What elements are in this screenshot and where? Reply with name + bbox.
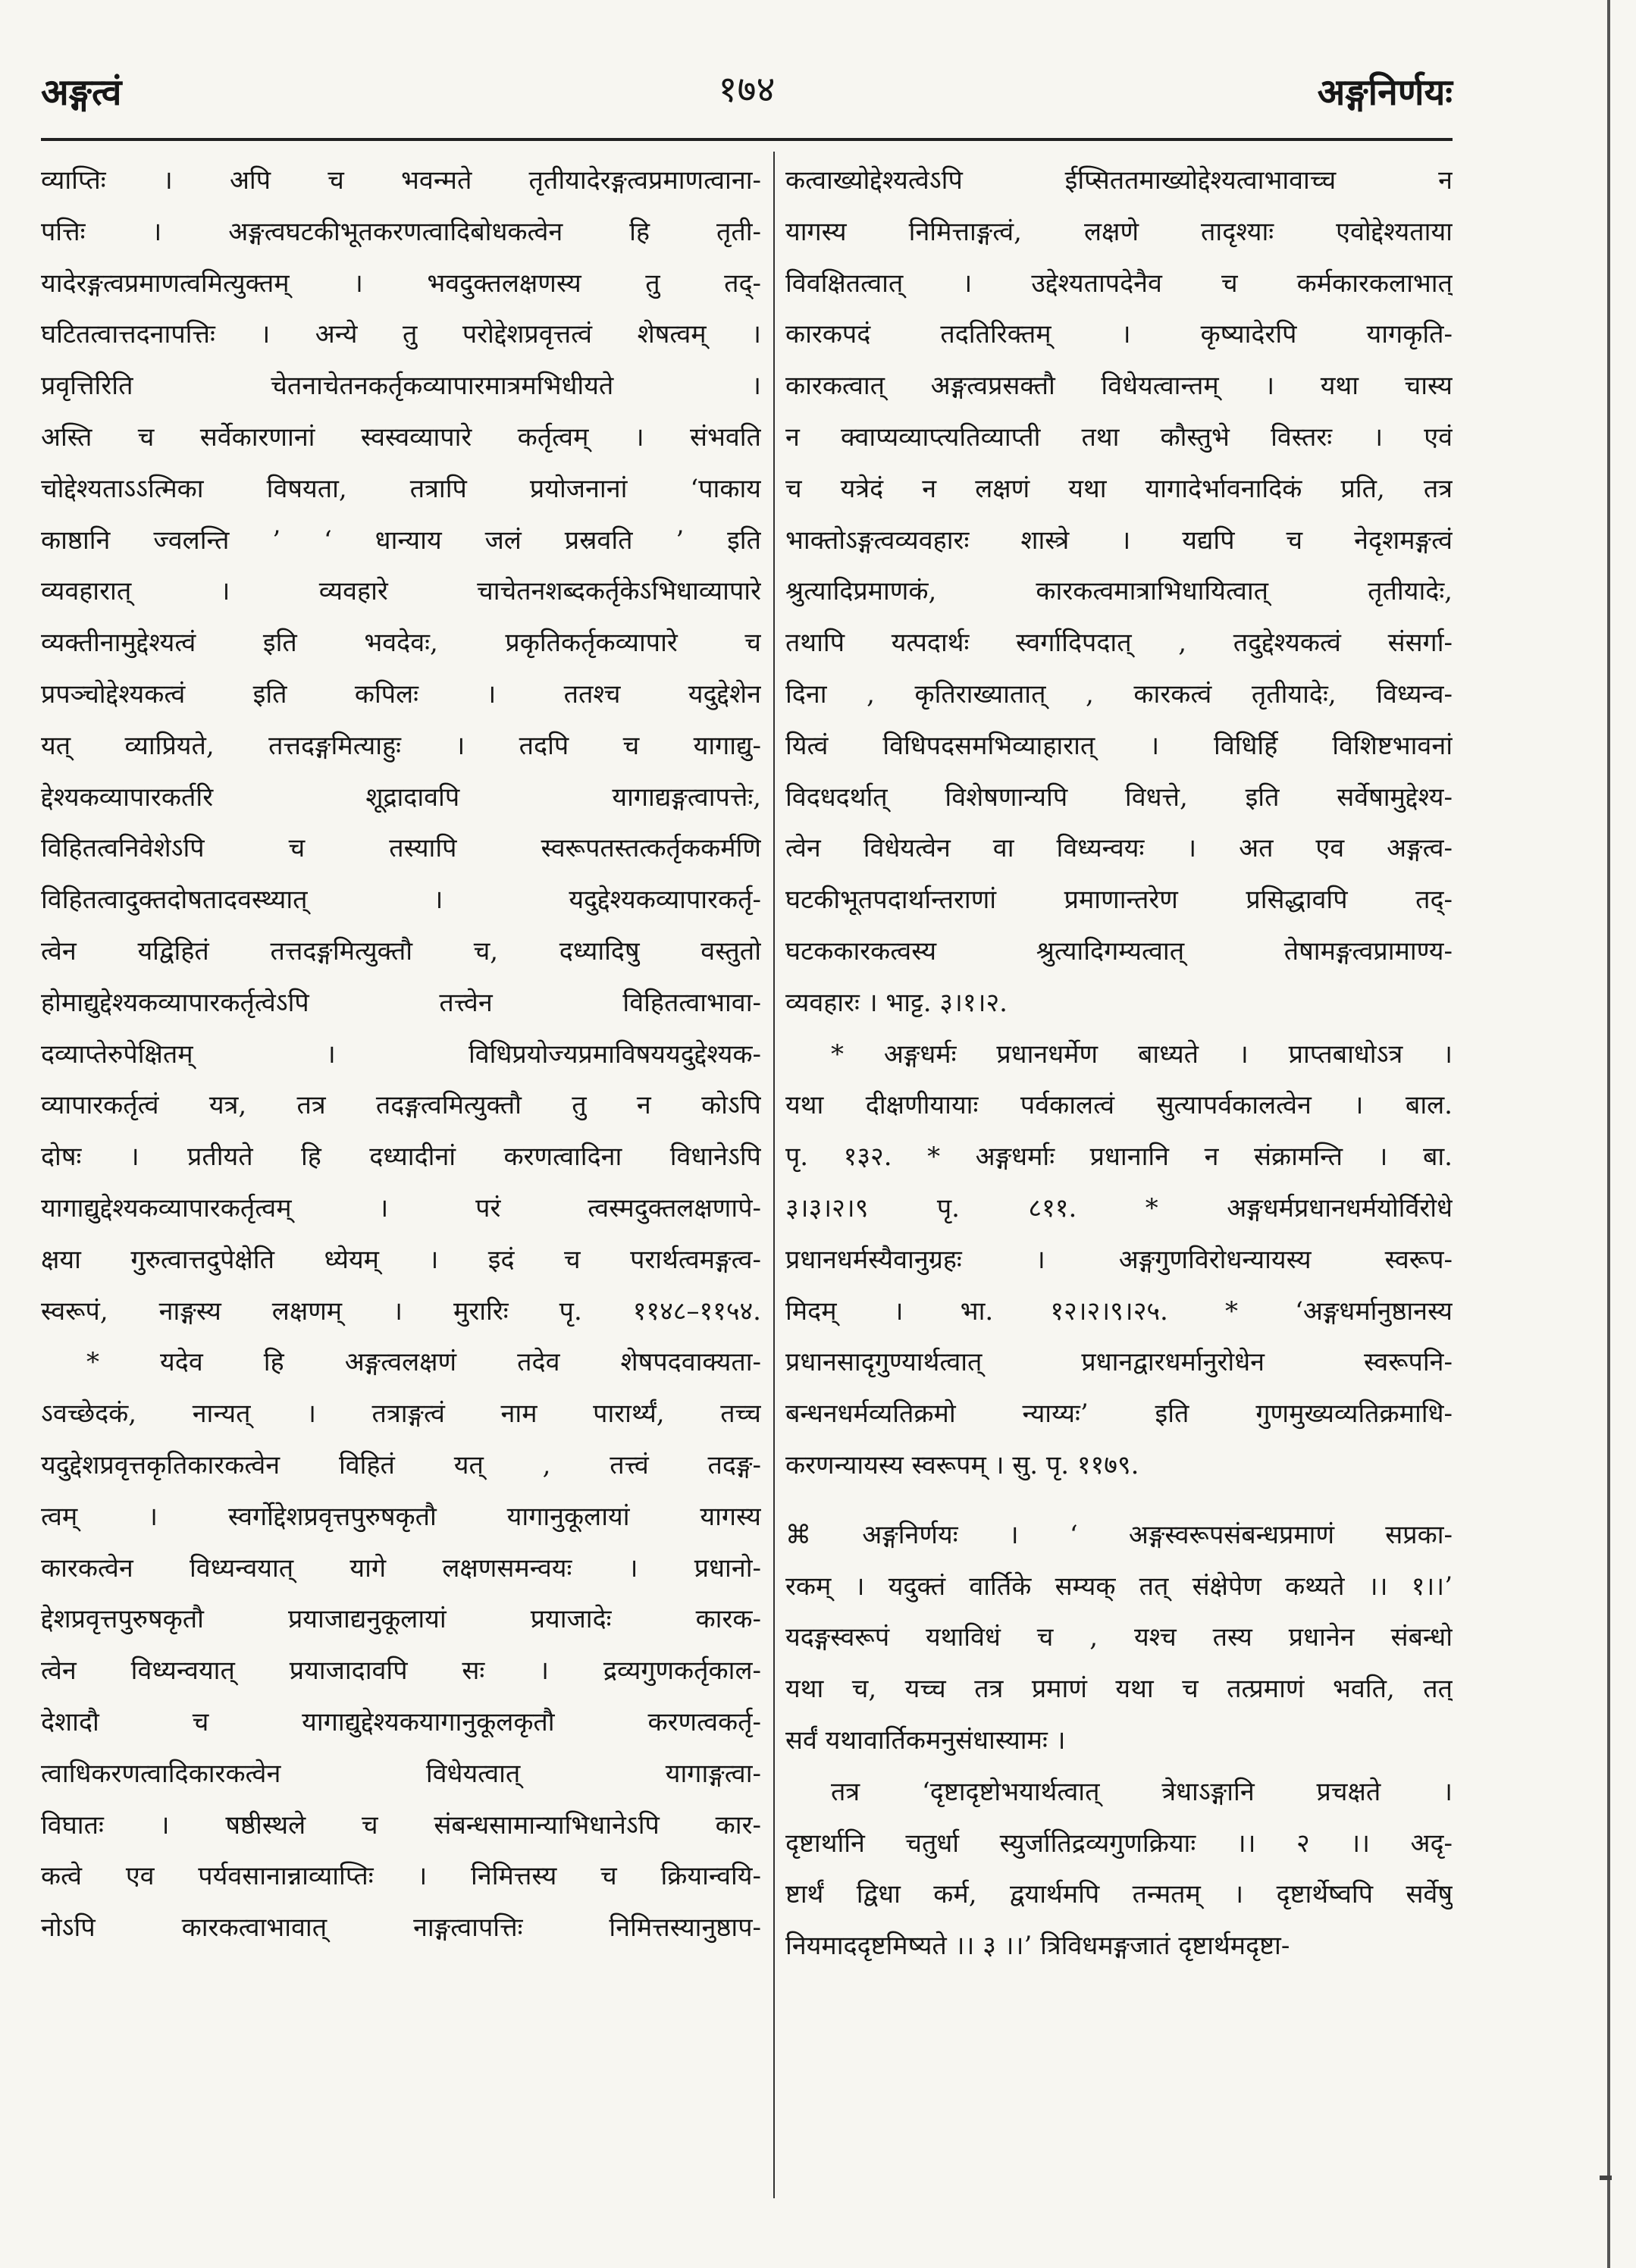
right-column [785,155,1453,1972]
text-line: यत् व्याप्रियते, तत्तदङ्गमित्याहुः । तदपि च यागाद्यु- [41,730,761,761]
section-gap [785,1492,1453,1510]
text-line: विहितत्वनिवेशेऽपि च तस्यापि स्वरूपतस्तत्कर्तृककर्मणि [41,833,761,864]
text-line: च यत्रेदं न लक्षणं यथा यागादेर्भावनादिकं प्रति, तत्र [785,473,1453,504]
text-line: तथापि यत्पदार्थः स्वर्गादिपदात् , तदुद्देश्यकत्वं संसर्गा- [785,628,1453,659]
right-column-section-a [785,155,1453,1492]
text-line: घटितत्वात्तदनापत्तिः । अन्ये तु परोद्देशप्रवृत्तत्वं शेषत्वम् । [41,319,761,350]
text-line: कारकपदं तदतिरिक्तम् । कृष्यादेरपि यागकृति- [785,319,1453,350]
text-line: पृ. १३२. * अङ्गधर्माः प्रधानानि न संक्रामन्ति । बा. [785,1142,1453,1173]
text-line: काष्ठानि ज्वलन्ति ’ ‘ धान्याय जलं प्रस्रवति ’ इति [41,525,761,556]
text-line: व्याप्तिः । अपि च भवन्मते तृतीयादेरङ्गत्वप्रमाणत्वाना- [41,165,761,196]
page-edge-line [1607,0,1610,2268]
text-line: द्देशप्रवृत्तपुरुषकृतौ प्रयाजाद्यनुकूलायां प्रयाजादेः कारक- [41,1604,761,1635]
text-line: यित्वं विधिपदसमभिव्याहारात् । विधिर्हि विशिष्टभावनां [785,730,1453,761]
text-line: * अङ्गधर्मः प्रधानधर्मेण बाध्यते । प्राप्तबाधोऽत्र । [831,1038,1453,1070]
text-line: त्वेन विध्यन्वयात् प्रयाजादावपि सः । द्रव्यगुणकर्तृकाल- [41,1656,761,1687]
text-line: ⌘ अङ्गनिर्णयः । ‘ अङ्गस्वरूपसंबन्धप्रमाणं सप्रका- [785,1519,1453,1550]
text-line: दोषः । प्रतीयते हि दध्यादीनां करणत्वादिना विधानेऽपि [41,1142,761,1173]
page-edge-mark [1600,2176,1612,2180]
text-line: यदुद्देशप्रवृत्तकृतिकारकत्वेन विहितं यत् , तत्त्वं तदङ्ग- [41,1449,761,1480]
text-line: दिना , कृतिराख्यातात् , कारकत्वं तृतीयादेः, विध्यन्व- [785,678,1453,710]
text-line: व्यक्तीनामुद्देश्यत्वं इति भवदेवः, प्रकृतिकर्तृकव्यापारे च [41,628,761,659]
text-line: त्वेन विधेयत्वेन वा विध्यन्वयः । अत एव अङ्गत्व- [785,833,1453,864]
text-line: मिदम् । भा. १२।२।९।२५. * ‘अङ्गधर्मानुष्ठानस्य [785,1295,1453,1327]
text-line: रकम् । यदुक्तं वार्तिके सम्यक् तत् संक्षेपेण कथ्यते ।। १।।’ [785,1571,1453,1602]
text-line: व्यवहारः । भाट्ट. ३।१।२. [785,987,1008,1018]
text-line: विवक्षितत्वात् । उद्देश्यतापदेनैव च कर्मकारकलाभात् [785,268,1453,299]
text-line: अस्ति च सर्वेकारणानां स्वस्वव्यापारे कर्तृत्वम् । संभवति [41,421,761,453]
text-line: कारकत्वेन विध्यन्वयात् यागे लक्षणसमन्वयः । प्रधानो- [41,1552,761,1584]
running-head-right: अङ्गनिर्णयः [1317,71,1453,114]
text-line: दृष्टार्थानि चतुर्धा स्युर्जातिद्रव्यगुणक्रियाः ।। २ ।। अदृ- [785,1828,1453,1859]
text-line: त्वेन यद्विहितं तत्तदङ्गमित्युक्तौ च, दध्यादिषु वस्तुतो [41,935,761,966]
text-line: करणन्यायस्य स्वरूपम् । सु. पृ. ११७९. [785,1449,1139,1480]
text-line: यागाद्युद्देश्यकव्यापारकर्तृत्वम् । परं त्वस्मदुक्तलक्षणापे- [41,1192,761,1223]
text-line: व्यापारकर्तृत्वं यत्र, तत्र तदङ्गत्वमित्युक्तौ तु न कोऽपि [41,1090,761,1121]
text-line: नोऽपि कारकत्वाभावात् नाङ्गत्वापत्तिः निमित्तस्यानुष्ठाप- [41,1912,761,1944]
text-line: दव्याप्तेरुपेक्षितम् । विधिप्रयोज्यप्रमाविषययदुद्देश्यक- [41,1038,761,1070]
text-line: विहितत्वादुक्तदोषतादवस्थ्यात् । यदुद्देश्यकव्यापारकर्तृ- [41,885,761,916]
text-line: नियमाददृष्टमिष्यते ।। ३ ।।’ त्रिविधमङ्गजातं दृष्टार्थमदृष्टा- [785,1931,1290,1962]
text-line: न क्वाप्यव्याप्त्यतिव्याप्ती तथा कौस्तुभे विस्तरः । एवं [785,421,1453,453]
text-line: कत्वाख्योद्देश्यत्वेऽपि ईप्सिततमाख्योद्देश्यत्वाभावाच्च न [785,165,1453,196]
text-line: द्देश्यकव्यापारकर्तरि शूद्रादावपि यागाद्यङ्गत्वापत्तेः, [41,782,761,813]
text-line: भाक्तोऽङ्गत्वव्यवहारः शास्त्रे । यद्यपि च नेदृशमङ्गत्वं [785,525,1453,556]
text-line: प्रपञ्चोद्देश्यकत्वं इति कपिलः । ततश्च यदुद्देशेन [41,678,761,710]
page-number: १७४ [718,68,776,111]
left-column [41,155,761,1954]
text-line: देशादौ च यागाद्युद्देश्यकयागानुकूलकृतौ करणत्वकर्तृ- [41,1706,761,1737]
text-line: प्रधानधर्मस्यैवानुग्रहः । अङ्गगुणविरोधन्यायस्य स्वरूप- [785,1244,1453,1275]
text-line: त्वाधिकरणत्वादिकारकत्वेन विधेयत्वात् यागाङ्गत्वा- [41,1758,761,1789]
text-line: यथा च, यच्च तत्र प्रमाणं यथा च तत्प्रमाणं भवति, तत् [785,1674,1453,1705]
text-line: ३।३।२।९ पृ. ८११. * अङ्गधर्मप्रधानधर्मयोर्विरोधे [785,1192,1453,1223]
text-line: प्रधानसादृगुण्यार्थत्वात् प्रधानद्वारधर्मानुरोधेन स्वरूपनि- [785,1347,1453,1378]
column-divider [773,152,775,2198]
text-line: यदङ्गस्वरूपं यथाविधं च , यश्च तस्य प्रधानेन संबन्धो [785,1622,1453,1653]
text-line: पत्तिः । अङ्गत्वघटकीभूतकरणत्वादिबोधकत्वेन हि तृती- [41,216,761,247]
page-header [41,59,1453,135]
text-line: प्रवृत्तिरिति चेतनाचेतनकर्तृकव्यापारमात्रमभिधीयते । [41,371,761,402]
text-line: श्रुत्यादिप्रमाणकं, कारकत्वमात्राभिधायित्वात् तृतीयादेः, [785,576,1453,607]
text-line: घटकीभूतपदार्थान्तराणां प्रमाणान्तरेण प्रसिद्धावपि तद्- [785,885,1453,916]
text-line: विदधदर्थात् विशेषणान्यपि विधत्ते, इति सर्वेषामुद्देश्य- [785,782,1453,813]
text-line: व्यवहारात् । व्यवहारे चाचेतनशब्दकर्तृकेऽभिधाव्यापारे [41,576,761,607]
text-line: क्षया गुरुत्वात्तदुपेक्षेति ध्येयम् । इदं च परार्थत्वमङ्गत्व- [41,1244,761,1275]
text-line: विघातः । षष्ठीस्थले च संबन्धसामान्याभिधानेऽपि कार- [41,1809,761,1840]
text-line: चोद्देश्यताऽऽत्मिका विषयता, तत्रापि प्रयोजनानां ‘पाकाय [41,473,761,504]
text-line: त्वम् । स्वर्गोद्देशप्रवृत्तपुरुषकृतौ यागानुकूलायां यागस्य [41,1501,761,1532]
header-rule [41,138,1453,141]
text-line: तत्र ‘दृष्टादृष्टोभयार्थत्वात् त्रेधाऽङ्गानि प्रचक्षते । [831,1776,1453,1807]
text-line: घटककारकत्वस्य श्रुत्यादिगम्यत्वात् तेषामङ्गत्वप्रामाण्य- [785,935,1453,966]
text-line: यथा दीक्षणीयायाः पर्वकालत्वं सुत्यापर्वकालत्वेन । बाल. [785,1090,1453,1121]
text-line: * यदेव हि अङ्गत्वलक्षणं तदेव शेषपदवाक्यता- [86,1347,761,1378]
text-line: ऽवच्छेदकं, नान्यत् । तत्राङ्गत्वं नाम पारार्थ्यं, तच्च [41,1399,761,1430]
text-line: बन्धनधर्मव्यतिक्रमो न्याय्यः’ इति गुणमुख्यव्यतिक्रमाधि- [785,1399,1453,1430]
text-line: सर्वं यथावार्तिकमनुसंधास्यामः । [785,1724,1066,1756]
text-line: होमाद्युद्देश्यकव्यापारकर्तृत्वेऽपि तत्त्वेन विहितत्वाभावा- [41,987,761,1018]
right-column-section-b [785,1510,1453,1972]
text-line: कारकत्वात् अङ्गत्वप्रसक्तौ विधेयत्वान्तम् । यथा चास्य [785,371,1453,402]
text-line: ष्टार्थं द्विधा कर्म, द्वयार्थमपि तन्मतम् । दृष्टार्थेष्वपि सर्वेषु [785,1879,1453,1910]
text-line: यागस्य निमित्ताङ्गत्वं, लक्षणे तादृश्याः एवोद्देश्यताया [785,216,1453,247]
text-line: स्वरूपं, नाङ्गस्य लक्षणम् । मुरारिः पृ. ११४८–११५४. [41,1295,761,1327]
text-line: कत्वे एव पर्यवसानान्नाव्याप्तिः । निमित्तस्य च क्रियान्वयि- [41,1861,761,1892]
text-line: यादेरङ्गत्वप्रमाणत्वमित्युक्तम् । भवदुक्तलक्षणस्य तु तद्- [41,268,761,299]
running-head-left: अङ्गत्वं [41,71,122,114]
